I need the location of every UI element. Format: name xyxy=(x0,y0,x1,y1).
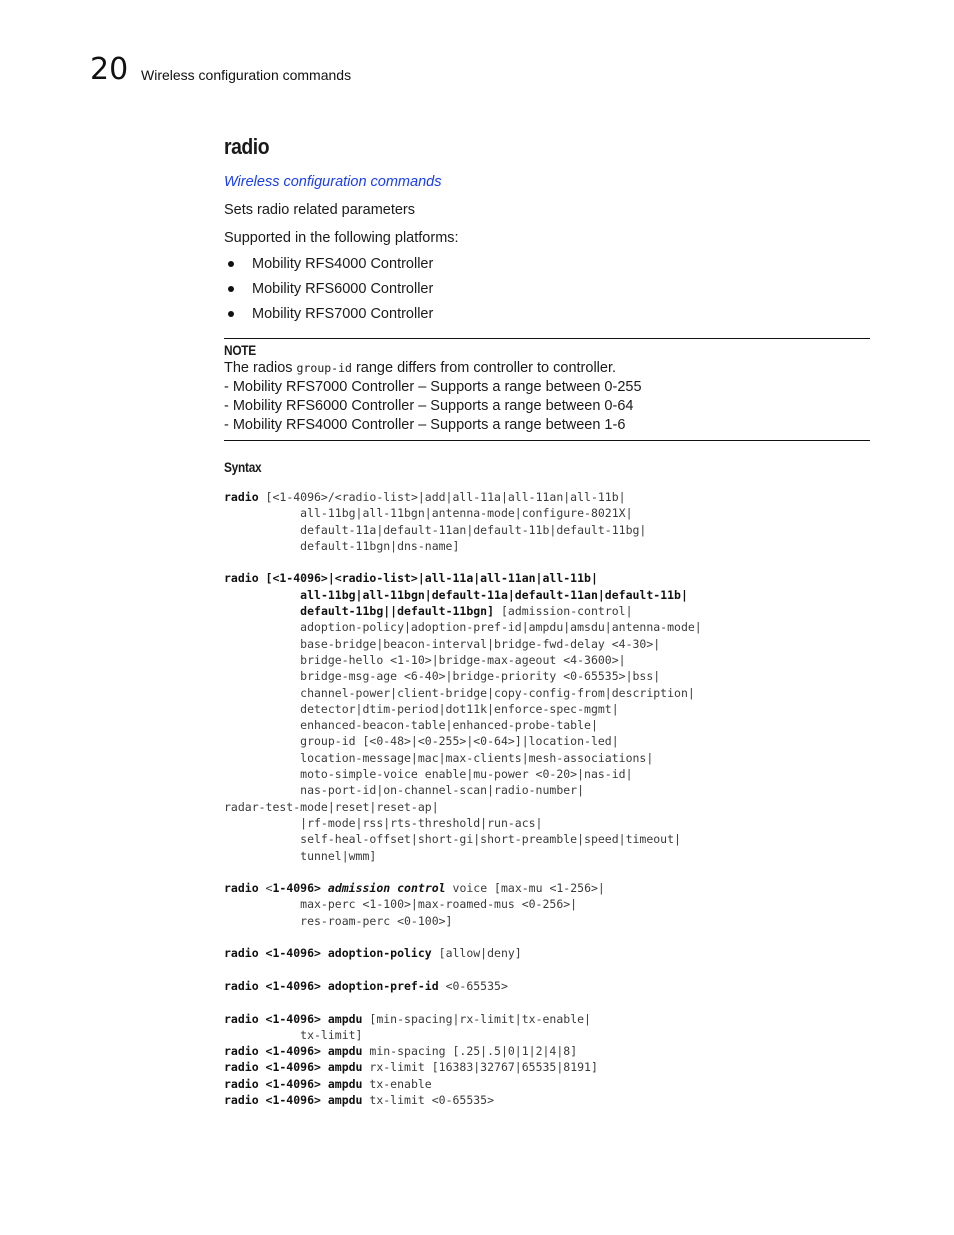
syntax-line xyxy=(224,603,870,619)
syntax-text xyxy=(321,881,328,895)
syntax-text: channel-power|client-bridge|copy-config-from|description| xyxy=(224,685,695,700)
syntax-keyword: radio xyxy=(224,881,259,896)
chapter-link[interactable]: Wireless configuration commands xyxy=(224,174,442,190)
syntax-line xyxy=(224,1076,870,1092)
note-text: The radios xyxy=(224,360,297,376)
note-text: range differs from controller to controller. xyxy=(351,360,617,376)
syntax-text: self-heal-offset|short-gi|short-preamble|speed|timeout| xyxy=(224,832,681,847)
syntax-text: radar-test-mode|reset|reset-ap| xyxy=(224,799,439,814)
syntax-line xyxy=(224,945,870,961)
syntax-line xyxy=(224,587,870,603)
syntax-line xyxy=(224,831,870,847)
syntax-line xyxy=(224,554,870,570)
syntax-text xyxy=(224,604,300,618)
note-line xyxy=(224,359,870,378)
syntax-code-block xyxy=(224,489,870,1108)
syntax-keyword: radio <1-4096> ampdu xyxy=(224,1076,363,1091)
syntax-text: detector|dtim-period|dot11k|enforce-spec-mgmt| xyxy=(224,701,619,716)
syntax-text: tunnel|wmm] xyxy=(224,848,377,863)
syntax-text: tx-limit <0-65535> xyxy=(362,1092,495,1107)
note-line: - Mobility RFS7000 Controller – Supports a range between 0-255 xyxy=(224,379,642,395)
syntax-line xyxy=(224,913,870,929)
syntax-text: |rf-mode|rss|rts-threshold|run-acs| xyxy=(224,815,543,830)
description: Sets radio related parameters xyxy=(224,202,416,218)
syntax-line xyxy=(224,668,870,684)
syntax-line xyxy=(224,505,870,521)
syntax-keyword: all-11bg|all-11bgn|default-11a|default-11an|default-11b| xyxy=(300,587,688,602)
syntax-text: tx-limit] xyxy=(224,1027,363,1042)
note-heading: NOTE xyxy=(224,343,256,358)
syntax-line xyxy=(224,766,870,782)
syntax-text: nas-port-id|on-channel-scan|radio-number| xyxy=(224,783,585,798)
syntax-line xyxy=(224,538,870,554)
syntax-line xyxy=(224,1092,870,1108)
syntax-line xyxy=(224,880,870,896)
syntax-text: moto-simple-voice enable|mu-power <0-20>|nas-id| xyxy=(224,767,633,782)
syntax-line xyxy=(224,619,870,635)
syntax-text: group-id [<0-48>|<0-255>|<0-64>]|location-led| xyxy=(224,734,619,749)
syntax-line xyxy=(224,652,870,668)
syntax-keyword: radio <1-4096> ampdu xyxy=(224,1044,363,1059)
syntax-keyword: admission control xyxy=(327,881,446,896)
syntax-text: <0-65535> xyxy=(438,978,508,993)
syntax-keyword: radio xyxy=(224,490,259,504)
syntax-text: default-11a|default-11an|default-11b|default-11bg| xyxy=(224,522,647,537)
syntax-text: [min-spacing|rx-limit|tx-enable| xyxy=(362,1011,591,1026)
syntax-text: rx-limit [16383|32767|65535|8191] xyxy=(362,1060,598,1075)
syntax-keyword: radio [<1-4096>|<radio-list>|all-11a|all-11an|all-11b| xyxy=(224,571,598,586)
list-item: Mobility RFS7000 Controller xyxy=(224,305,870,330)
syntax-line xyxy=(224,717,870,733)
syntax-text: bridge-msg-age <6-40>|bridge-priority <0-65535>|bss| xyxy=(224,669,661,684)
syntax-line xyxy=(224,962,870,978)
syntax-text: enhanced-beacon-table|enhanced-probe-table| xyxy=(224,718,598,733)
syntax-line xyxy=(224,864,870,880)
syntax-line xyxy=(224,782,870,798)
syntax-text: adoption-policy|adoption-pref-id|ampdu|amsdu|antenna-mode| xyxy=(224,620,702,635)
syntax-text: tx-enable xyxy=(362,1076,432,1091)
syntax-text: base-bridge|beacon-interval|bridge-fwd-delay <4-30>| xyxy=(224,636,661,651)
syntax-line xyxy=(224,1059,870,1075)
syntax-line xyxy=(224,1027,870,1043)
syntax-keyword: radio <1-4096> ampdu xyxy=(224,1060,363,1075)
syntax-line xyxy=(224,815,870,831)
syntax-line xyxy=(224,489,870,505)
syntax-text: all-11bg|all-11bgn|antenna-mode|configure-8021X| xyxy=(224,506,633,521)
chapter-title: Wireless configuration commands xyxy=(141,67,352,83)
syntax-line xyxy=(224,994,870,1010)
list-item: Mobility RFS6000 Controller xyxy=(224,280,870,305)
syntax-text: min-spacing [.25|.5|0|1|2|4|8] xyxy=(362,1044,578,1059)
syntax-text: default-11bgn|dns-name] xyxy=(224,538,460,553)
syntax-keyword: 1-4096> xyxy=(272,881,321,896)
syntax-line xyxy=(224,750,870,766)
syntax-line xyxy=(224,929,870,945)
platform-list xyxy=(224,255,870,330)
syntax-text: [allow|deny] xyxy=(431,946,522,961)
main-content xyxy=(224,132,870,1108)
syntax-keyword: radio <1-4096> ampdu xyxy=(224,1011,363,1026)
page-title: radio xyxy=(224,134,270,159)
syntax-text: voice [max-mu <1-256>| xyxy=(445,881,605,896)
note-line: - Mobility RFS6000 Controller – Supports a range between 0-64 xyxy=(224,398,634,414)
list-item: Mobility RFS4000 Controller xyxy=(224,255,870,280)
syntax-line xyxy=(224,1043,870,1059)
note-line: - Mobility RFS4000 Controller – Supports a range between 1-6 xyxy=(224,417,626,433)
syntax-line xyxy=(224,848,870,864)
syntax-text: < xyxy=(258,881,273,896)
syntax-text: max-perc <1-100>|max-roamed-mus <0-256>| xyxy=(224,897,578,912)
syntax-line xyxy=(224,685,870,701)
syntax-text: res-roam-perc <0-100>] xyxy=(224,913,453,928)
syntax-line xyxy=(224,896,870,912)
note-code: group-id xyxy=(296,361,352,375)
syntax-line xyxy=(224,522,870,538)
syntax-line xyxy=(224,1011,870,1027)
syntax-line xyxy=(224,636,870,652)
syntax-line xyxy=(224,978,870,994)
syntax-keyword: default-11bg||default-11bgn] xyxy=(300,604,495,619)
note-box xyxy=(224,338,870,441)
syntax-line xyxy=(224,570,870,586)
syntax-line xyxy=(224,733,870,749)
syntax-text xyxy=(224,588,300,602)
syntax-text: bridge-hello <1-10>|bridge-max-ageout <4-3600>| xyxy=(224,652,626,667)
syntax-line xyxy=(224,701,870,717)
syntax-heading: Syntax xyxy=(224,460,262,475)
syntax-keyword: radio <1-4096> adoption-pref-id xyxy=(224,978,439,993)
syntax-line xyxy=(224,799,870,815)
chapter-number: 20 xyxy=(90,52,129,87)
syntax-text: location-message|mac|max-clients|mesh-associations| xyxy=(224,750,654,765)
platforms-intro: Supported in the following platforms: xyxy=(224,230,459,246)
syntax-text: [<1-4096>/<radio-list>|add|all-11a|all-11an|all-11b| xyxy=(258,490,626,504)
syntax-keyword: radio <1-4096> adoption-policy xyxy=(224,946,432,961)
syntax-keyword: radio <1-4096> ampdu xyxy=(224,1092,363,1107)
syntax-text: [admission-control| xyxy=(494,604,633,619)
